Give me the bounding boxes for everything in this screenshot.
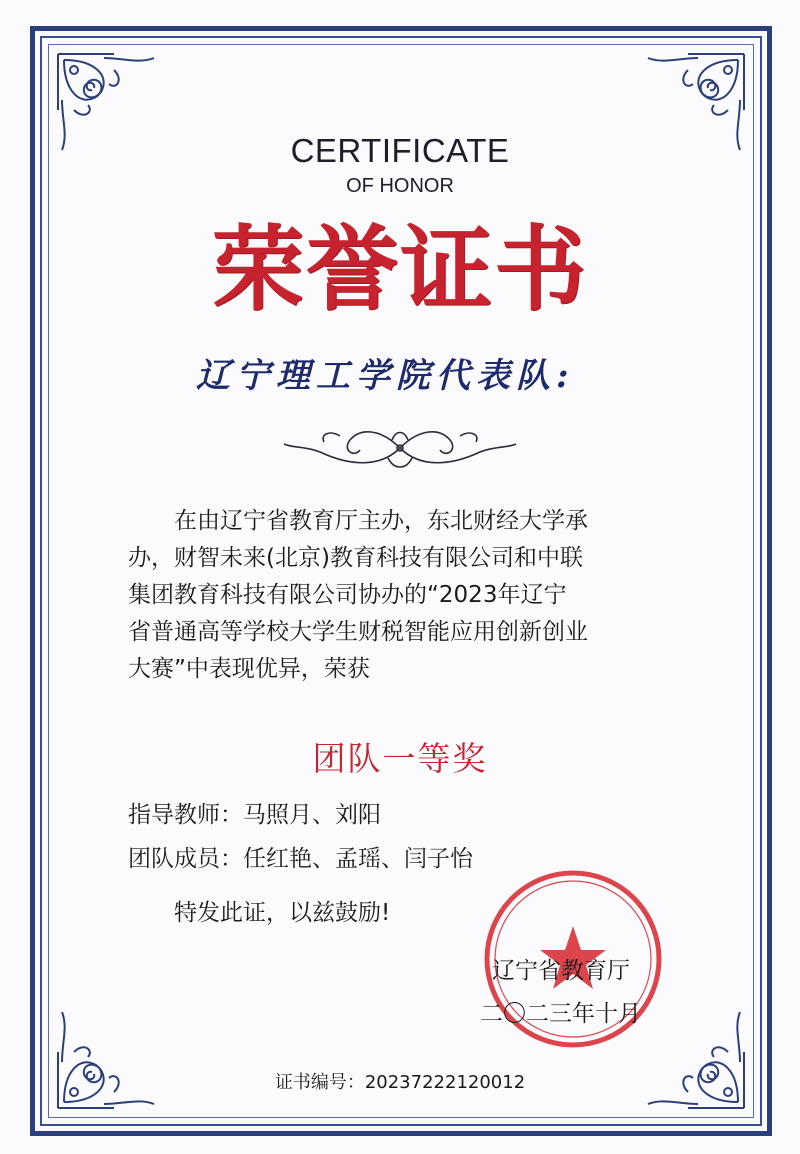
- team-members: 团队成员：任红艳、孟瑶、闫子怡: [128, 846, 473, 872]
- title-chinese: 荣誉证书: [211, 215, 588, 323]
- certificate-number: 证书编号：20237222120012: [274, 1072, 526, 1093]
- body-line: 大赛”中表现优异，荣获: [128, 656, 370, 682]
- title-english-line2: OF HONOR: [346, 175, 454, 197]
- award-title: 团队一等奖: [312, 739, 488, 778]
- body-line: 在由辽宁省教育厅主办，东北财经大学承: [174, 508, 588, 534]
- body-line: 办，财智未来(北京)教育科技有限公司和中联: [128, 545, 583, 571]
- issuer: 辽宁省教育厅: [492, 958, 630, 984]
- body-line: 集团教育科技有限公司协办的“2023年辽宁: [128, 582, 567, 608]
- certificate-body: [128, 503, 684, 688]
- corner-ornament-icon: [54, 992, 174, 1112]
- closing-statement: 特发此证，以兹鼓励!: [174, 900, 391, 926]
- advisors: 指导教师：马照月、刘阳: [128, 802, 381, 828]
- issue-date: 二〇二三年十月: [480, 1001, 641, 1027]
- title-english-line1: CERTIFICATE: [290, 132, 510, 169]
- body-line: 省普通高等学校大学生财税智能应用创新创业: [128, 619, 588, 645]
- flourish-divider-icon: [280, 418, 520, 478]
- recipient-name: 辽宁理工学院代表队:: [196, 356, 575, 396]
